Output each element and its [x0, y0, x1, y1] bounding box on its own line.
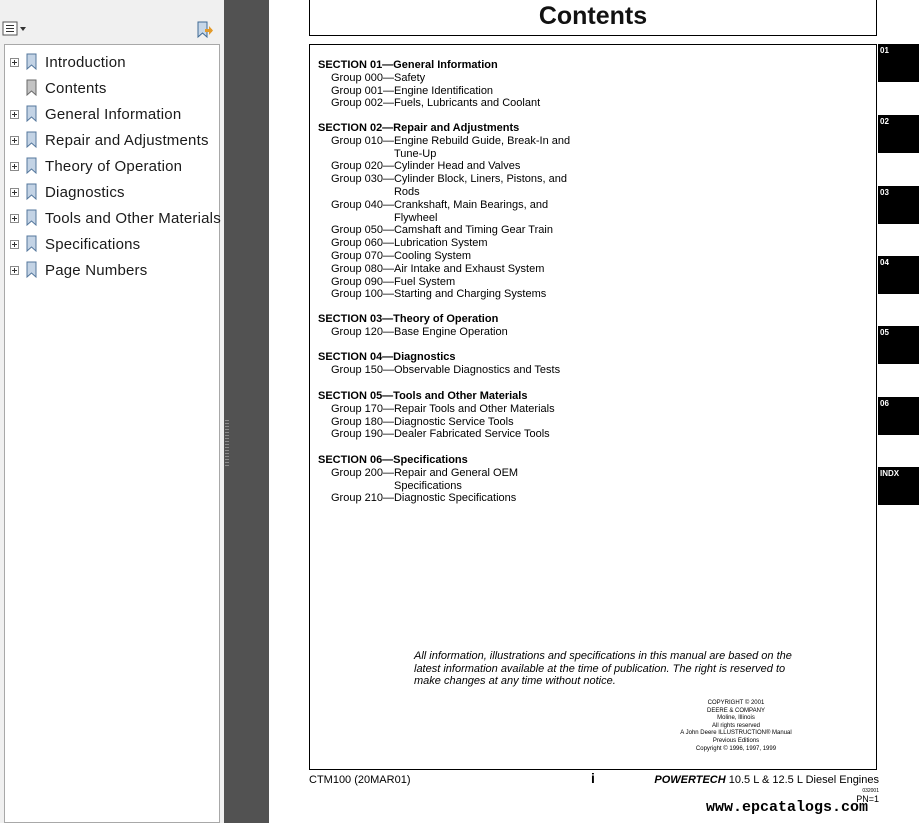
- group-title: [394, 224, 553, 237]
- group-title-line: Lubrication System: [393, 237, 488, 250]
- group-number: Group 030—: [331, 173, 394, 186]
- group-title: [394, 135, 570, 161]
- expand-bookmark-icon: [194, 20, 214, 40]
- group-entry[interactable]: [318, 199, 570, 225]
- group-title: [394, 288, 546, 301]
- group-title-line: Rods: [393, 185, 420, 198]
- group-entry[interactable]: [318, 237, 570, 250]
- group-number: Group 002—: [331, 97, 394, 110]
- group-title-line: Flywheel: [393, 211, 438, 224]
- group-title: [394, 160, 520, 173]
- group-title: [394, 263, 544, 276]
- copyright-block: [666, 700, 806, 753]
- section-heading[interactable]: SECTION 06—Specifications: [318, 454, 468, 466]
- footer-document-code: CTM100 (20MAR01): [309, 774, 411, 786]
- footer-product: [649, 774, 879, 786]
- group-number: Group 000—: [331, 71, 394, 84]
- group-title-line: Observable Diagnostics and Tests: [393, 363, 561, 376]
- contents-section: [318, 313, 508, 339]
- group-title: [394, 237, 488, 250]
- group-title-line: Engine Identification: [393, 84, 494, 97]
- bookmark-diagnostics[interactable]: [10, 180, 125, 204]
- bookmark-tools-and-other-materials[interactable]: [10, 206, 221, 230]
- group-number: Group 170—: [331, 402, 394, 415]
- bookmark-icon: [25, 261, 39, 279]
- group-number: Group 200—: [331, 466, 394, 479]
- group-entry[interactable]: [318, 403, 555, 416]
- group-number: Group 080—: [331, 262, 394, 275]
- group-title: [394, 250, 471, 263]
- bookmark-label: Diagnostics: [45, 183, 125, 201]
- bookmarks-panel: [0, 0, 224, 823]
- group-title-line: Cylinder Head and Valves: [393, 160, 521, 173]
- group-title: [394, 492, 516, 505]
- panel-resize-handle[interactable]: [225, 420, 229, 468]
- copyright-line: All rights reserved: [711, 722, 761, 729]
- document-page: [269, 0, 919, 823]
- section-tab-05[interactable]: 05: [878, 326, 919, 364]
- contents-section: [318, 59, 540, 110]
- group-entry[interactable]: [318, 85, 540, 98]
- group-title: [394, 428, 550, 441]
- footer-code: 032001: [862, 788, 879, 794]
- bookmark-label: Tools and Other Materials: [45, 209, 221, 227]
- bookmark-theory-of-operation[interactable]: [10, 154, 182, 178]
- bookmark-contents[interactable]: [10, 76, 107, 100]
- group-title: [394, 403, 555, 416]
- group-title-line: Tune-Up: [393, 147, 437, 160]
- group-title-line: Air Intake and Exhaust System: [393, 262, 545, 275]
- group-title-line: Camshaft and Timing Gear Train: [393, 224, 553, 237]
- section-heading[interactable]: SECTION 04—Diagnostics: [318, 351, 456, 363]
- footer-product-name: 10.5 L & 12.5 L Diesel Engines: [725, 774, 879, 786]
- bookmark-page-numbers[interactable]: [10, 258, 147, 282]
- bookmark-options-icon: [2, 21, 28, 37]
- group-title: [394, 467, 518, 493]
- group-title: [394, 97, 540, 110]
- bookmark-icon: [25, 183, 39, 201]
- footer-pn: PN=1: [856, 794, 879, 804]
- expand-icon[interactable]: [10, 214, 19, 223]
- group-entry[interactable]: [318, 72, 540, 85]
- bookmark-icon: [25, 105, 39, 123]
- group-number: Group 210—: [331, 492, 394, 505]
- group-title: [394, 199, 548, 225]
- bookmarks-toolbar: [0, 0, 224, 42]
- group-title-line: Safety: [393, 71, 426, 84]
- group-title-line: Crankshaft, Main Bearings, and: [393, 198, 549, 211]
- copyright-line: Moline, Illinois: [717, 715, 755, 722]
- bookmark-label: Contents: [45, 79, 107, 97]
- group-entry[interactable]: [318, 173, 570, 199]
- group-number: Group 050—: [331, 224, 394, 237]
- footer-brand: POWERTECH: [654, 774, 726, 786]
- group-number: Group 100—: [331, 288, 394, 301]
- group-entry[interactable]: [318, 224, 570, 237]
- bookmark-label: Specifications: [45, 235, 141, 253]
- expand-icon[interactable]: [10, 136, 19, 145]
- group-title-line: Cylinder Block, Liners, Pistons, and: [393, 173, 568, 186]
- group-title: [394, 364, 560, 377]
- group-entry[interactable]: [318, 160, 570, 173]
- group-number: Group 040—: [331, 198, 394, 211]
- contents-section: [318, 351, 560, 377]
- bookmark-label: Page Numbers: [45, 261, 148, 279]
- bookmark-label: Introduction: [45, 53, 126, 71]
- group-number: Group 010—: [331, 134, 394, 147]
- expand-icon[interactable]: [10, 188, 19, 197]
- group-title-line: Engine Rebuild Guide, Break-In and: [393, 134, 571, 147]
- contents-section: [318, 454, 518, 505]
- expand-icon[interactable]: [10, 162, 19, 171]
- bookmark-icon: [25, 131, 39, 149]
- bookmark-label: Repair and Adjustments: [45, 131, 209, 149]
- copyright-line: Previous Editions: [712, 737, 760, 744]
- group-number: Group 060—: [331, 237, 394, 250]
- section-heading[interactable]: SECTION 01—General Information: [318, 59, 498, 71]
- bookmark-options-button[interactable]: [2, 20, 28, 38]
- bookmark-icon: [25, 79, 39, 97]
- bookmark-repair-and-adjustments[interactable]: [10, 128, 209, 152]
- group-entry[interactable]: [318, 416, 555, 429]
- watermark: www.epcatalogs.com: [706, 799, 869, 816]
- group-title-line: Base Engine Operation: [393, 325, 508, 338]
- group-entry[interactable]: [318, 428, 555, 441]
- group-title-line: Diagnostic Service Tools: [393, 415, 514, 428]
- group-entry[interactable]: [318, 276, 570, 289]
- group-number: Group 190—: [331, 428, 394, 441]
- copyright-line: COPYRIGHT © 2001: [707, 700, 765, 706]
- expand-icon[interactable]: [10, 110, 19, 119]
- group-entry[interactable]: [318, 288, 570, 301]
- group-title: [394, 276, 455, 289]
- page-title: Contents: [538, 2, 648, 30]
- bookmark-label: General Information: [45, 105, 182, 123]
- section-tab-01[interactable]: 01: [878, 44, 919, 82]
- group-number: Group 070—: [331, 249, 394, 262]
- group-entry[interactable]: [318, 467, 518, 493]
- group-number: Group 001—: [331, 84, 394, 97]
- bookmark-general-information[interactable]: [10, 102, 181, 126]
- group-number: Group 020—: [331, 160, 394, 173]
- contents-section: [318, 122, 570, 301]
- contents-section: [318, 390, 555, 441]
- group-title-line: Fuels, Lubricants and Coolant: [393, 97, 541, 110]
- group-title: [394, 416, 514, 429]
- page-title-box: [309, 0, 877, 36]
- disclaimer-text: All information, illustrations and specifications in this manual are based on the latest information available at the time of publication. The right is reserved to make changes at any time without notice.: [414, 650, 792, 687]
- group-title: [394, 72, 425, 85]
- group-entry[interactable]: [318, 250, 570, 263]
- group-title: [394, 85, 493, 98]
- group-title-line: Starting and Charging Systems: [393, 288, 547, 301]
- copyright-line: DEERE & COMPANY: [707, 707, 765, 714]
- group-number: Group 180—: [331, 415, 394, 428]
- footer-page-number: i: [591, 770, 595, 786]
- group-number: Group 120—: [331, 325, 394, 338]
- section-heading[interactable]: SECTION 05—Tools and Other Materials: [318, 390, 528, 402]
- bookmark-specifications[interactable]: [10, 232, 140, 256]
- group-title-line: Dealer Fabricated Service Tools: [393, 428, 550, 441]
- section-heading[interactable]: SECTION 03—Theory of Operation: [318, 313, 499, 325]
- group-title: [394, 326, 508, 339]
- group-title: [394, 173, 567, 199]
- expand-icon[interactable]: [10, 240, 19, 249]
- group-title-line: Fuel System: [393, 275, 456, 288]
- bookmark-introduction[interactable]: [10, 50, 126, 74]
- group-title-line: Diagnostic Specifications: [393, 492, 517, 505]
- group-entry[interactable]: [318, 492, 518, 505]
- section-tab-04[interactable]: 04: [878, 256, 919, 294]
- bookmark-label: Theory of Operation: [45, 157, 183, 175]
- contents-box: [309, 44, 877, 770]
- bookmark-icon: [25, 157, 39, 175]
- expand-icon[interactable]: [10, 58, 19, 67]
- expand-icon[interactable]: [10, 266, 19, 275]
- section-tab-03[interactable]: 03: [878, 186, 919, 224]
- bookmark-icon: [25, 53, 39, 71]
- expand-bookmark-button[interactable]: [194, 20, 214, 40]
- group-entry[interactable]: [318, 364, 560, 377]
- bookmark-tree: [4, 44, 220, 823]
- group-title-line: Cooling System: [393, 249, 472, 262]
- document-background: [224, 0, 269, 823]
- group-number: Group 150—: [331, 363, 394, 376]
- bookmark-icon: [25, 235, 39, 253]
- section-tab-index[interactable]: INDX: [878, 467, 919, 505]
- group-entry[interactable]: [318, 263, 570, 276]
- bookmark-icon: [25, 209, 39, 227]
- group-title-line: Specifications: [393, 479, 462, 492]
- group-entry[interactable]: [318, 326, 508, 339]
- section-heading[interactable]: SECTION 02—Repair and Adjustments: [318, 122, 520, 134]
- section-tab-02[interactable]: 02: [878, 115, 919, 153]
- group-title-line: Repair Tools and Other Materials: [393, 402, 555, 415]
- group-entry[interactable]: [318, 135, 570, 161]
- group-title-line: Repair and General OEM: [393, 466, 519, 479]
- copyright-line: A John Deere ILLUSTRUCTION® Manual: [680, 730, 792, 737]
- group-entry[interactable]: [318, 97, 540, 110]
- group-number: Group 090—: [331, 275, 394, 288]
- section-tab-06[interactable]: 06: [878, 397, 919, 435]
- copyright-line: Copyright © 1996, 1997, 1999: [695, 745, 777, 752]
